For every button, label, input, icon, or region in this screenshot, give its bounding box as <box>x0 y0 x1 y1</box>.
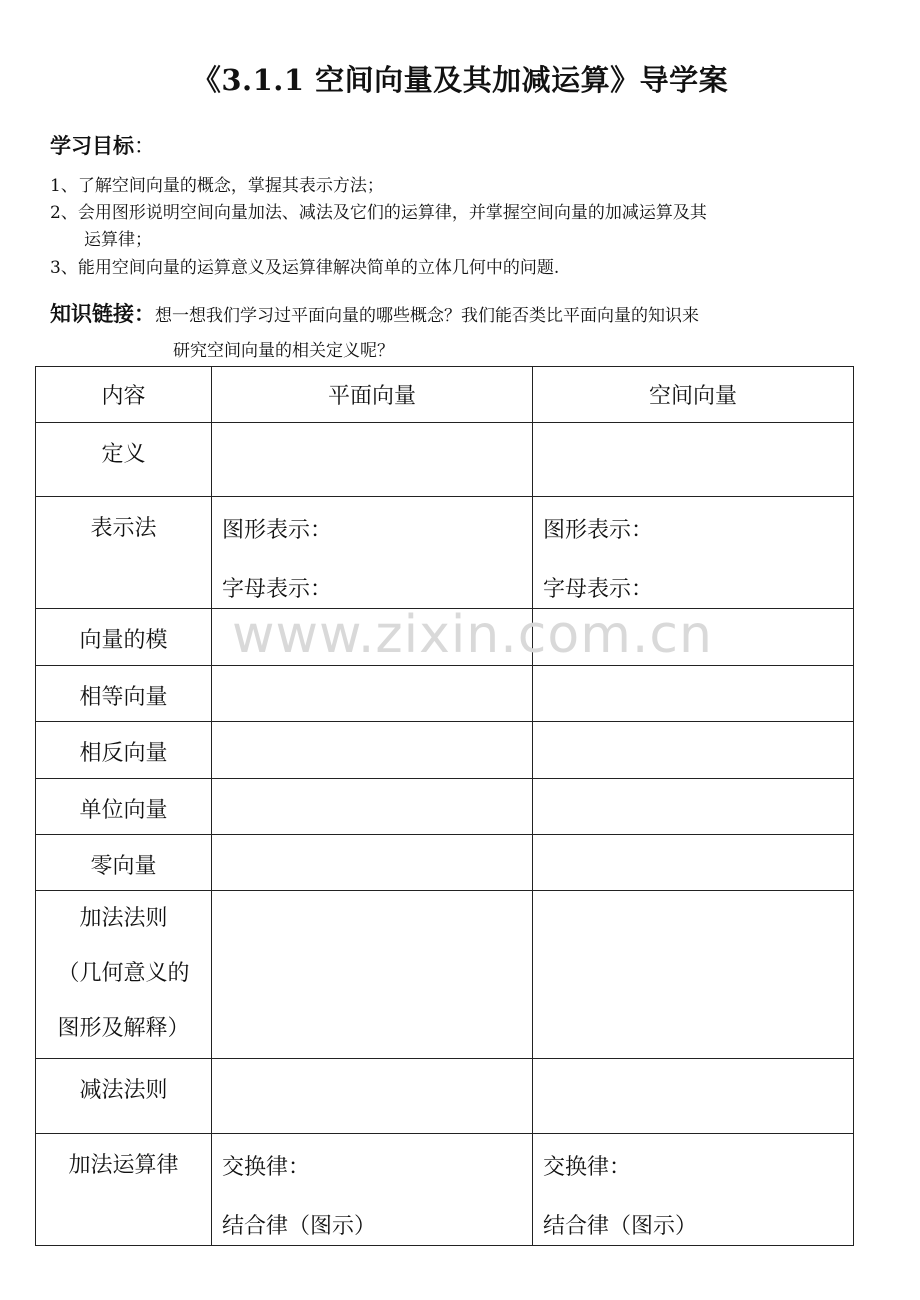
table-row <box>36 609 854 666</box>
comparison-table <box>35 366 854 1246</box>
header-space-vector: 空间向量 <box>533 367 854 423</box>
table-row <box>36 1059 854 1134</box>
cell-space-unit-vector[interactable] <box>533 779 854 835</box>
table-row <box>36 497 854 609</box>
cell-space-modulus[interactable] <box>533 609 854 666</box>
cell-plane-subtraction-rule[interactable] <box>212 1059 533 1134</box>
cell-space-zero-vector[interactable] <box>533 835 854 891</box>
row-label-representation: 表示法 <box>36 497 212 609</box>
cell-plane-addition-rule[interactable] <box>212 891 533 1059</box>
table-row <box>36 835 854 891</box>
row-label-addition-laws: 加法运算律 <box>36 1134 212 1246</box>
cell-plane-definition[interactable] <box>212 423 533 497</box>
addition-rule-line-2: （几何意义的 <box>57 961 190 986</box>
table-row <box>36 423 854 497</box>
cell-space-opposite-vector[interactable] <box>533 722 854 779</box>
knowledge-heading-text: 知识链接： <box>50 302 155 326</box>
cell-plane-modulus[interactable] <box>212 609 533 666</box>
row-label-modulus: 向量的模 <box>36 609 212 666</box>
objective-1: 1、了解空间向量的概念，掌握其表示方法； <box>50 176 384 196</box>
cell-space-equal-vector[interactable] <box>533 666 854 722</box>
header-content: 内容 <box>36 367 212 423</box>
row-label-subtraction-rule: 减法法则 <box>36 1059 212 1134</box>
cell-plane-addition-laws[interactable] <box>212 1134 533 1246</box>
table-header-row <box>36 367 854 423</box>
header-plane-vector: 平面向量 <box>212 367 533 423</box>
cell-plane-unit-vector[interactable] <box>212 779 533 835</box>
graphic-representation-label: 图形表示： <box>222 518 333 543</box>
objectives-colon: ： <box>134 134 155 158</box>
table-row <box>36 891 854 1059</box>
row-label-opposite-vector: 相反向量 <box>36 722 212 779</box>
objective-3: 3、能用空间向量的运算意义及运算律解决简单的立体几何中的问题. <box>50 258 560 278</box>
row-label-unit-vector: 单位向量 <box>36 779 212 835</box>
objective-2-continued: 运算律； <box>84 230 152 250</box>
cell-space-definition[interactable] <box>533 423 854 497</box>
cell-space-representation[interactable] <box>533 497 854 609</box>
associative-law-label: 结合律（图示） <box>222 1214 377 1239</box>
row-label-addition-rule <box>36 891 212 1059</box>
table-row <box>36 779 854 835</box>
letter-representation-label: 字母表示： <box>543 577 654 602</box>
objective-2: 2、会用图形说明空间向量加法、减法及它们的运算律，并掌握空间向量的加减运算及其 <box>50 203 707 223</box>
cell-plane-equal-vector[interactable] <box>212 666 533 722</box>
table-row <box>36 666 854 722</box>
graphic-representation-label: 图形表示： <box>543 518 654 543</box>
cell-plane-opposite-vector[interactable] <box>212 722 533 779</box>
page-title: 《3.1.1 空间向量及其加减运算》导学案 <box>191 63 729 97</box>
row-label-zero-vector: 零向量 <box>36 835 212 891</box>
commutative-law-label: 交换律： <box>222 1155 311 1180</box>
objectives-heading <box>50 130 155 160</box>
addition-rule-line-1: 加法法则 <box>79 906 168 931</box>
knowledge-text-1: 想一想我们学习过平面向量的哪些概念？我们能否类比平面向量的知识来 <box>155 306 699 326</box>
letter-representation-label: 字母表示： <box>222 577 333 602</box>
associative-law-label: 结合律（图示） <box>543 1214 698 1239</box>
commutative-law-label: 交换律： <box>543 1155 632 1180</box>
cell-plane-representation[interactable] <box>212 497 533 609</box>
cell-plane-zero-vector[interactable] <box>212 835 533 891</box>
cell-space-addition-laws[interactable] <box>533 1134 854 1246</box>
table-row <box>36 1134 854 1246</box>
row-label-equal-vector: 相等向量 <box>36 666 212 722</box>
knowledge-heading <box>50 298 699 328</box>
addition-rule-line-3: 图形及解释） <box>57 1016 190 1041</box>
knowledge-text-2: 研究空间向量的相关定义呢？ <box>173 341 394 361</box>
watermark: www.zixin.com.cn <box>232 605 713 665</box>
table-row <box>36 722 854 779</box>
objectives-heading-text: 学习目标 <box>50 134 134 158</box>
row-label-definition: 定义 <box>36 423 212 497</box>
cell-space-addition-rule[interactable] <box>533 891 854 1059</box>
cell-space-subtraction-rule[interactable] <box>533 1059 854 1134</box>
